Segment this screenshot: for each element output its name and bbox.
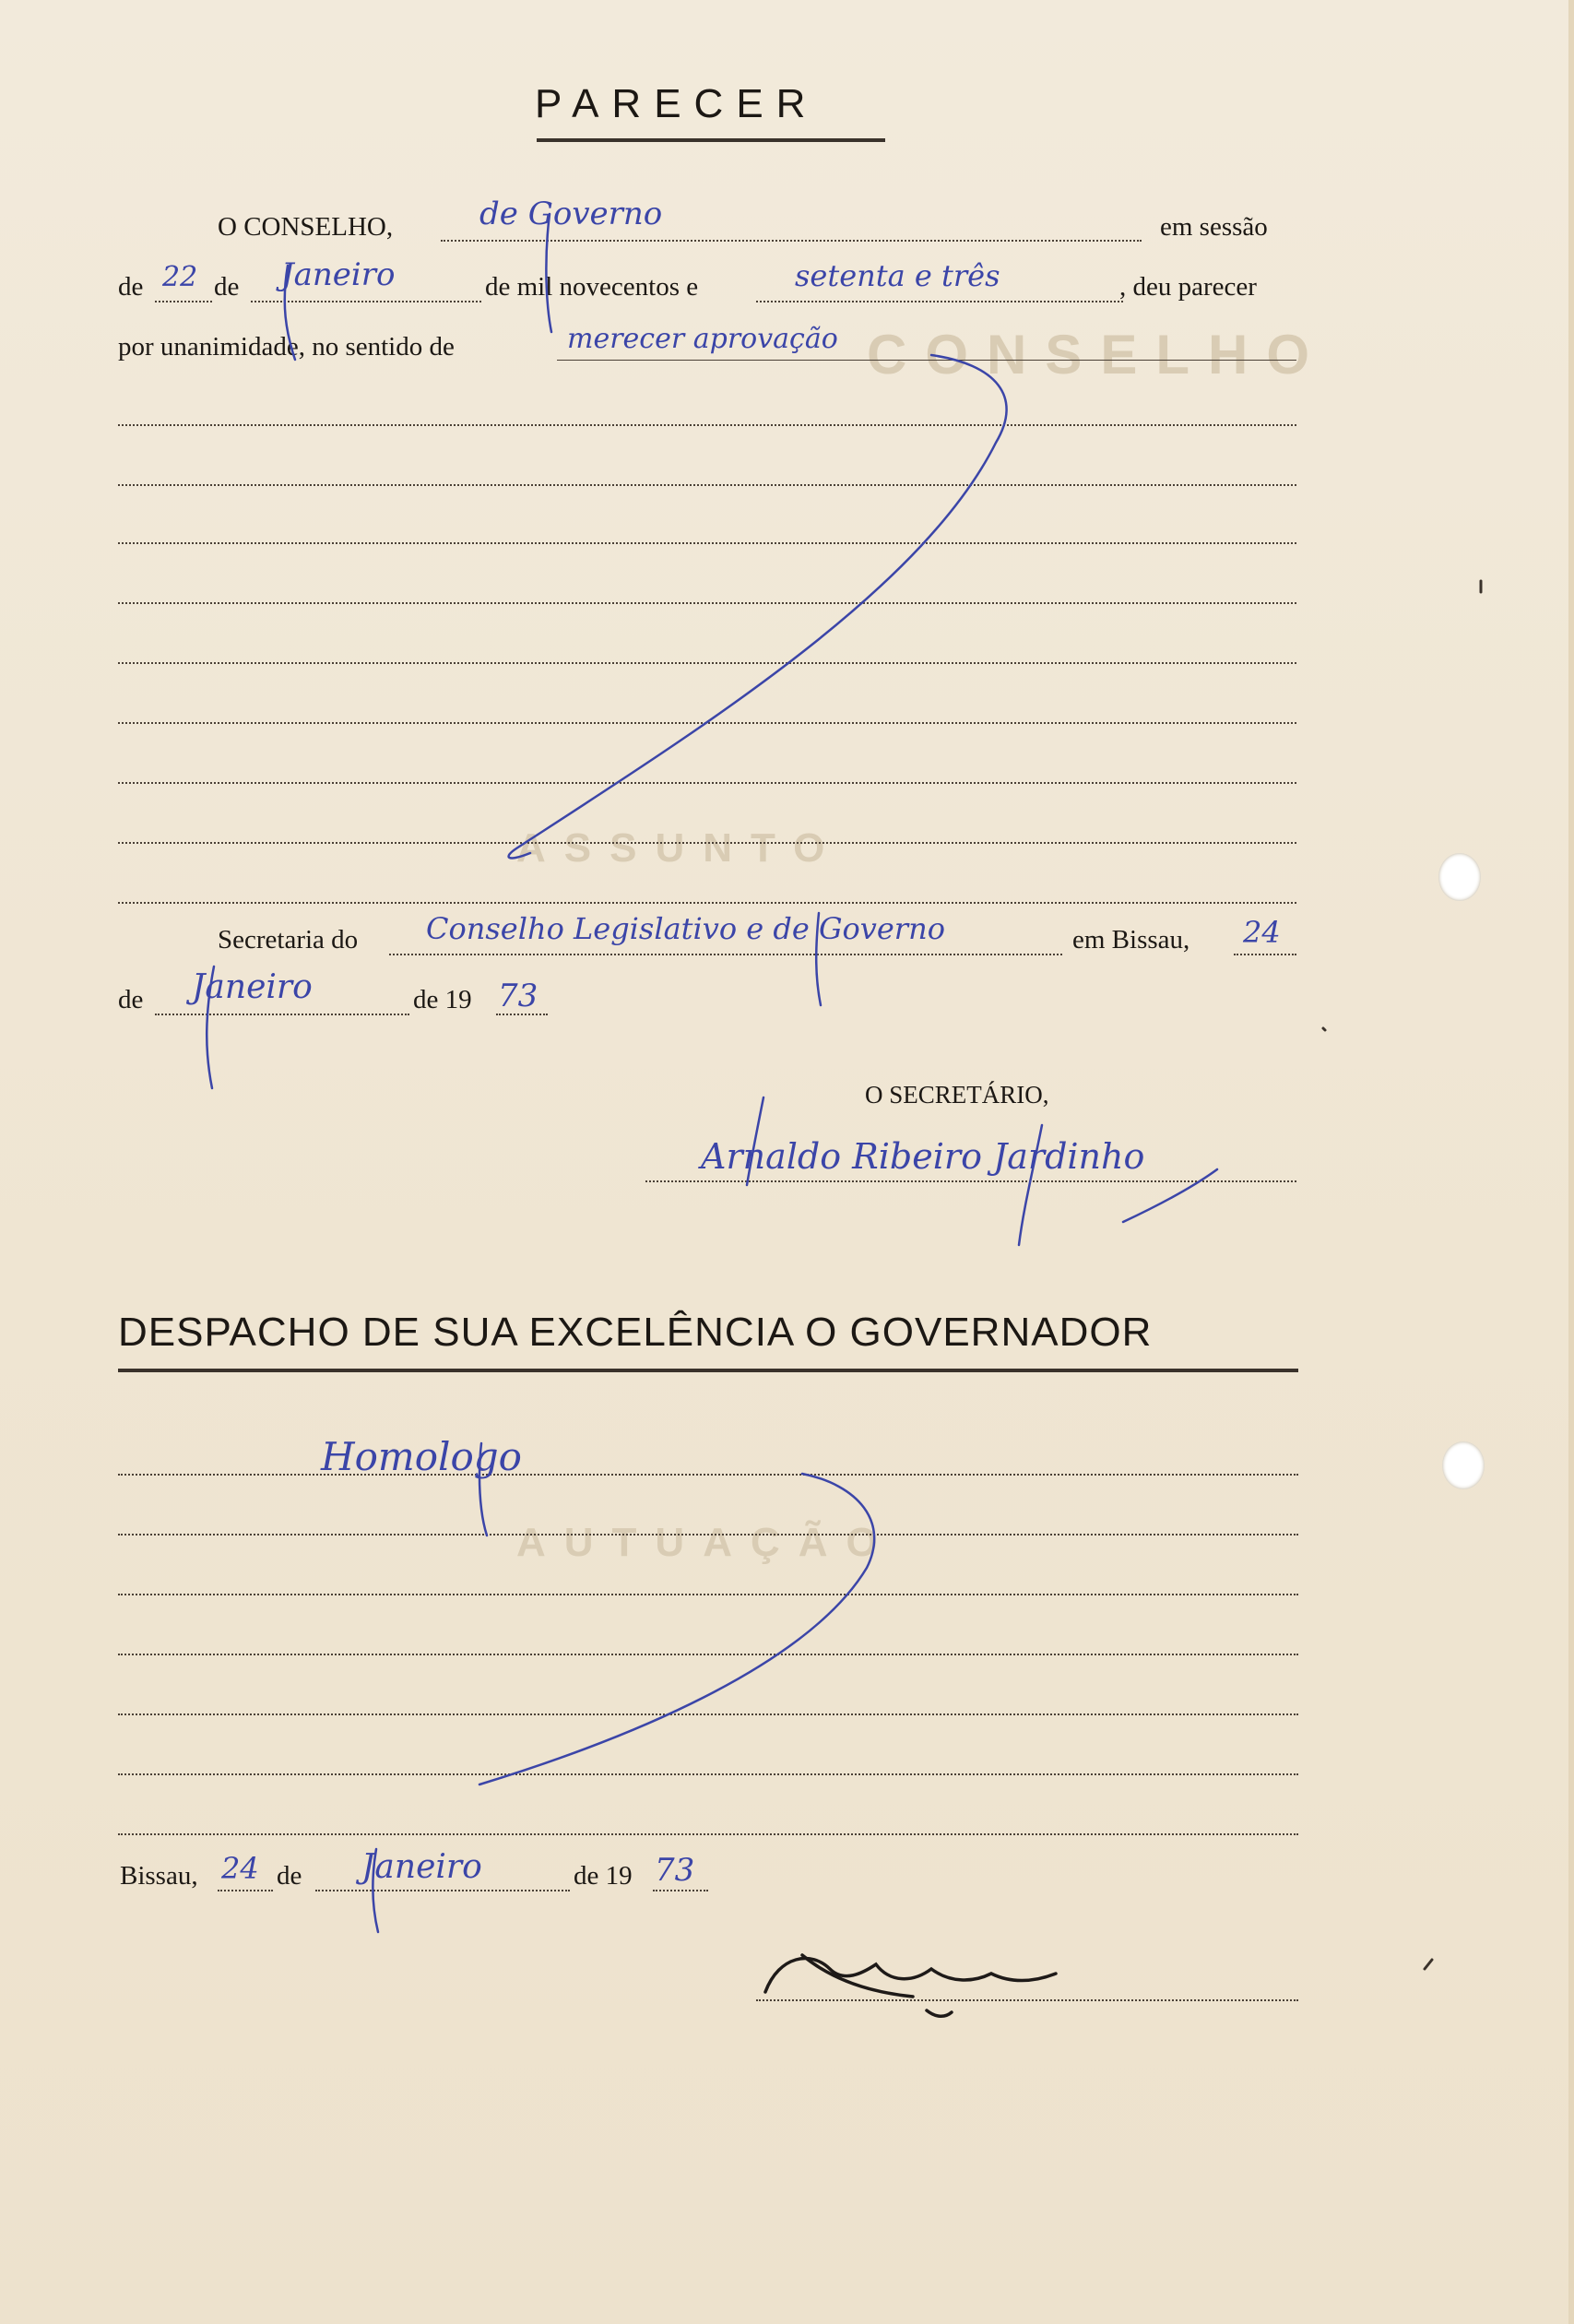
blank-line (118, 484, 1296, 486)
show-through-text: AUTUAÇÃO (516, 1520, 896, 1565)
punch-hole (1438, 853, 1481, 901)
section-heading: DESPACHO DE SUA EXCELÊNCIA O GOVERNADOR (118, 1310, 1153, 1355)
despacho-day-field-line (218, 1890, 273, 1891)
despacho-month: Janeiro (361, 1848, 482, 1886)
blank-line (118, 722, 1296, 724)
secretaria-day-field-line (1234, 954, 1296, 955)
signature-line (645, 1180, 1296, 1182)
session-month: Janeiro (281, 256, 396, 293)
stray-mark (1323, 1028, 1325, 1030)
de-mil-novecentos-text: de mil novecentos e (485, 272, 699, 302)
de-text: de (118, 985, 144, 1014)
blank-line (118, 1654, 1298, 1655)
conselho-field-line (441, 240, 1142, 242)
sentido-value: merecer aprovação (567, 323, 838, 355)
blank-line (118, 424, 1296, 426)
blank-line (118, 1474, 1298, 1476)
signature-flourish (1123, 1169, 1217, 1222)
secretaria-month: Janeiro (192, 968, 313, 1006)
punch-hole (1442, 1441, 1485, 1489)
de-text: de (118, 272, 144, 302)
session-year-words: setenta e três (795, 258, 1000, 293)
heading-underline (118, 1369, 1298, 1372)
de-19-text: de 19 (574, 1861, 633, 1891)
secretario-label: O SECRETÁRIO, (865, 1081, 1049, 1109)
blank-line (118, 1833, 1298, 1835)
despacho-day: 24 (221, 1851, 259, 1886)
em-sessao-text: em sessão (1160, 212, 1268, 242)
blank-line (118, 782, 1296, 784)
blank-line (118, 1534, 1298, 1536)
governor-signature (765, 1955, 1056, 2016)
secretaria-label: Secretaria do (218, 925, 359, 954)
de-text: de (214, 272, 240, 302)
conselho-value: de Governo (479, 196, 663, 232)
blank-line (118, 602, 1296, 604)
secretaria-day: 24 (1243, 915, 1281, 950)
de-19-text: de 19 (413, 985, 472, 1014)
secretario-signature: Arnaldo Ribeiro Jardinho (701, 1136, 1145, 1177)
secretaria-value: Conselho Legislativo e de Governo (426, 911, 945, 946)
blank-line (118, 902, 1296, 904)
conselho-label: O CONSELHO, (218, 212, 394, 242)
year-words-field-line (756, 301, 1123, 302)
blank-line (118, 542, 1296, 544)
blank-line (118, 1594, 1298, 1595)
despacho-decision: Homologo (321, 1434, 522, 1479)
title-underline (537, 138, 885, 142)
sentido-field-line (557, 360, 1296, 361)
page-title: PARECER (535, 81, 819, 126)
de-text: de (277, 1861, 302, 1891)
blank-line (118, 1773, 1298, 1775)
show-through-text: ASSUNTO (516, 825, 844, 871)
stray-mark (1425, 1960, 1432, 1969)
secretaria-month-field-line (155, 1014, 409, 1015)
blank-line (118, 842, 1296, 844)
session-day: 22 (162, 261, 198, 293)
secretaria-year-suffix: 73 (498, 978, 538, 1014)
day-field-line (155, 301, 212, 302)
month-field-line (251, 301, 481, 302)
bissau-text: Bissau, (120, 1861, 198, 1891)
blank-line (118, 662, 1296, 664)
blank-line (118, 1713, 1298, 1715)
show-through-text: CONSELHO (867, 324, 1329, 385)
despacho-month-field-line (315, 1890, 570, 1891)
governor-signature-line (756, 1999, 1298, 2001)
em-bissau-text: em Bissau, (1072, 925, 1190, 954)
por-unanimidade-text: por unanimidade, no sentido de (118, 332, 455, 362)
deu-parecer-text: , deu parecer (1119, 272, 1257, 302)
secretaria-field-line (389, 954, 1062, 955)
despacho-year-field-line (653, 1890, 708, 1891)
despacho-year-suffix: 73 (655, 1852, 695, 1889)
